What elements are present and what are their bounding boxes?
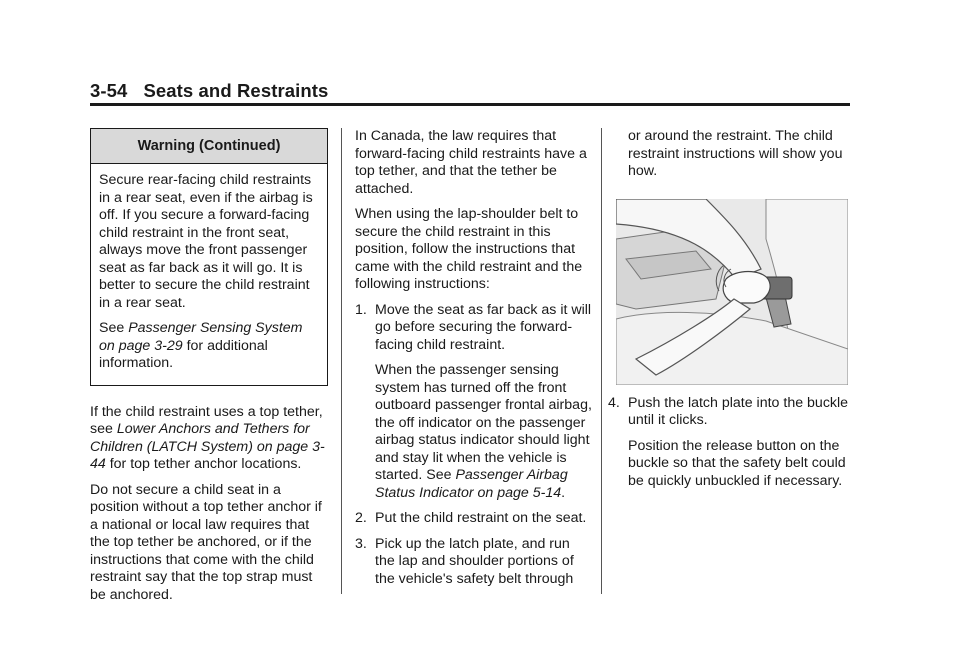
step-note: [355, 362, 593, 502]
column-divider: [341, 128, 342, 594]
warning-title: Warning (Continued): [91, 129, 327, 164]
cross-reference-link[interactable]: Passenger Airbag Status Indicator on page 5-14: [375, 467, 568, 501]
column-2: [355, 128, 593, 596]
page-header: [90, 80, 328, 102]
step-text: Put the child restraint on the seat.: [375, 510, 587, 526]
step-text: or around the restraint. The child restraint instructions will show you how.: [628, 128, 843, 179]
latch-plate-illustration: [616, 199, 848, 385]
paragraph: In Canada, the law requires that forward-facing child restraints have a top tether, and that the tether be attached.: [355, 128, 587, 197]
warning-paragraph: Secure rear-facing child restraints in a rear seat, even if the airbag is off. If you secure a forward-facing child restraint in the front seat, always move the front passenger seat as far back as it will go. It is better to secure the child restraint in a rear seat.: [99, 172, 313, 311]
step-number: 3.: [355, 535, 367, 552]
step-item: [608, 395, 850, 430]
step-number: 4.: [608, 394, 620, 411]
step-item: [355, 536, 593, 589]
warning-box: [90, 128, 328, 386]
column-divider: [601, 128, 602, 594]
warning-body: [91, 164, 327, 385]
step-number: 2.: [355, 510, 367, 526]
reference-tail: for additional information.: [99, 337, 268, 371]
note-text: .: [561, 484, 566, 501]
paragraph: Do not secure a child seat in a position without a top tether anchor if a national or local law requires that the top tether be anchored, or if the instructions that come with the child restraint say that the top strap must be anchored.: [90, 481, 322, 603]
paragraph-text: for top tether anchor locations.: [105, 456, 302, 472]
step-item: [355, 510, 593, 528]
column-1: [90, 128, 328, 612]
header-rule: [90, 103, 850, 106]
step-continuation: [608, 128, 850, 181]
paragraph: [90, 404, 328, 474]
step-text: Push the latch plate into the buckle until it clicks.: [628, 394, 849, 428]
column-3: [608, 128, 850, 498]
paragraph: When using the lap-shoulder belt to secure the child restraint in this position, follow the instructions that came with the child restraint and the following instructions:: [355, 206, 583, 292]
warning-reference: [99, 320, 319, 373]
step-text: Move the seat as far back as it will go before securing the forward-facing child restraint.: [375, 301, 592, 353]
cross-reference-link[interactable]: Lower Anchors and Tethers for Children (LATCH System) on page 3-44: [90, 421, 325, 472]
cross-reference-link[interactable]: Passenger Sensing System on page 3-29: [99, 320, 303, 354]
page-number: 3-54: [90, 80, 128, 101]
step-number: 1.: [355, 301, 367, 318]
step-text: Pick up the latch plate, and run the lap and shoulder portions of the vehicle's safety belt through: [375, 535, 574, 587]
step-item: [355, 302, 593, 355]
note-text: When the passenger sensing system has turned off the front outboard passenger frontal airbag, the off indicator on the passenger airbag status indicator should light and stay lit when the vehicle is started. See: [375, 362, 592, 483]
instruction-steps: [608, 395, 850, 430]
see-text: See: [99, 320, 129, 336]
section-title: Seats and Restraints: [143, 80, 329, 101]
step-note: Position the release button on the buckle so that the safety belt could be quickly unbuckled if necessary.: [628, 437, 846, 489]
instruction-steps: [355, 510, 593, 588]
paragraph-text: If the child restraint uses a top tether, see: [90, 403, 323, 437]
instruction-steps: [355, 302, 593, 355]
